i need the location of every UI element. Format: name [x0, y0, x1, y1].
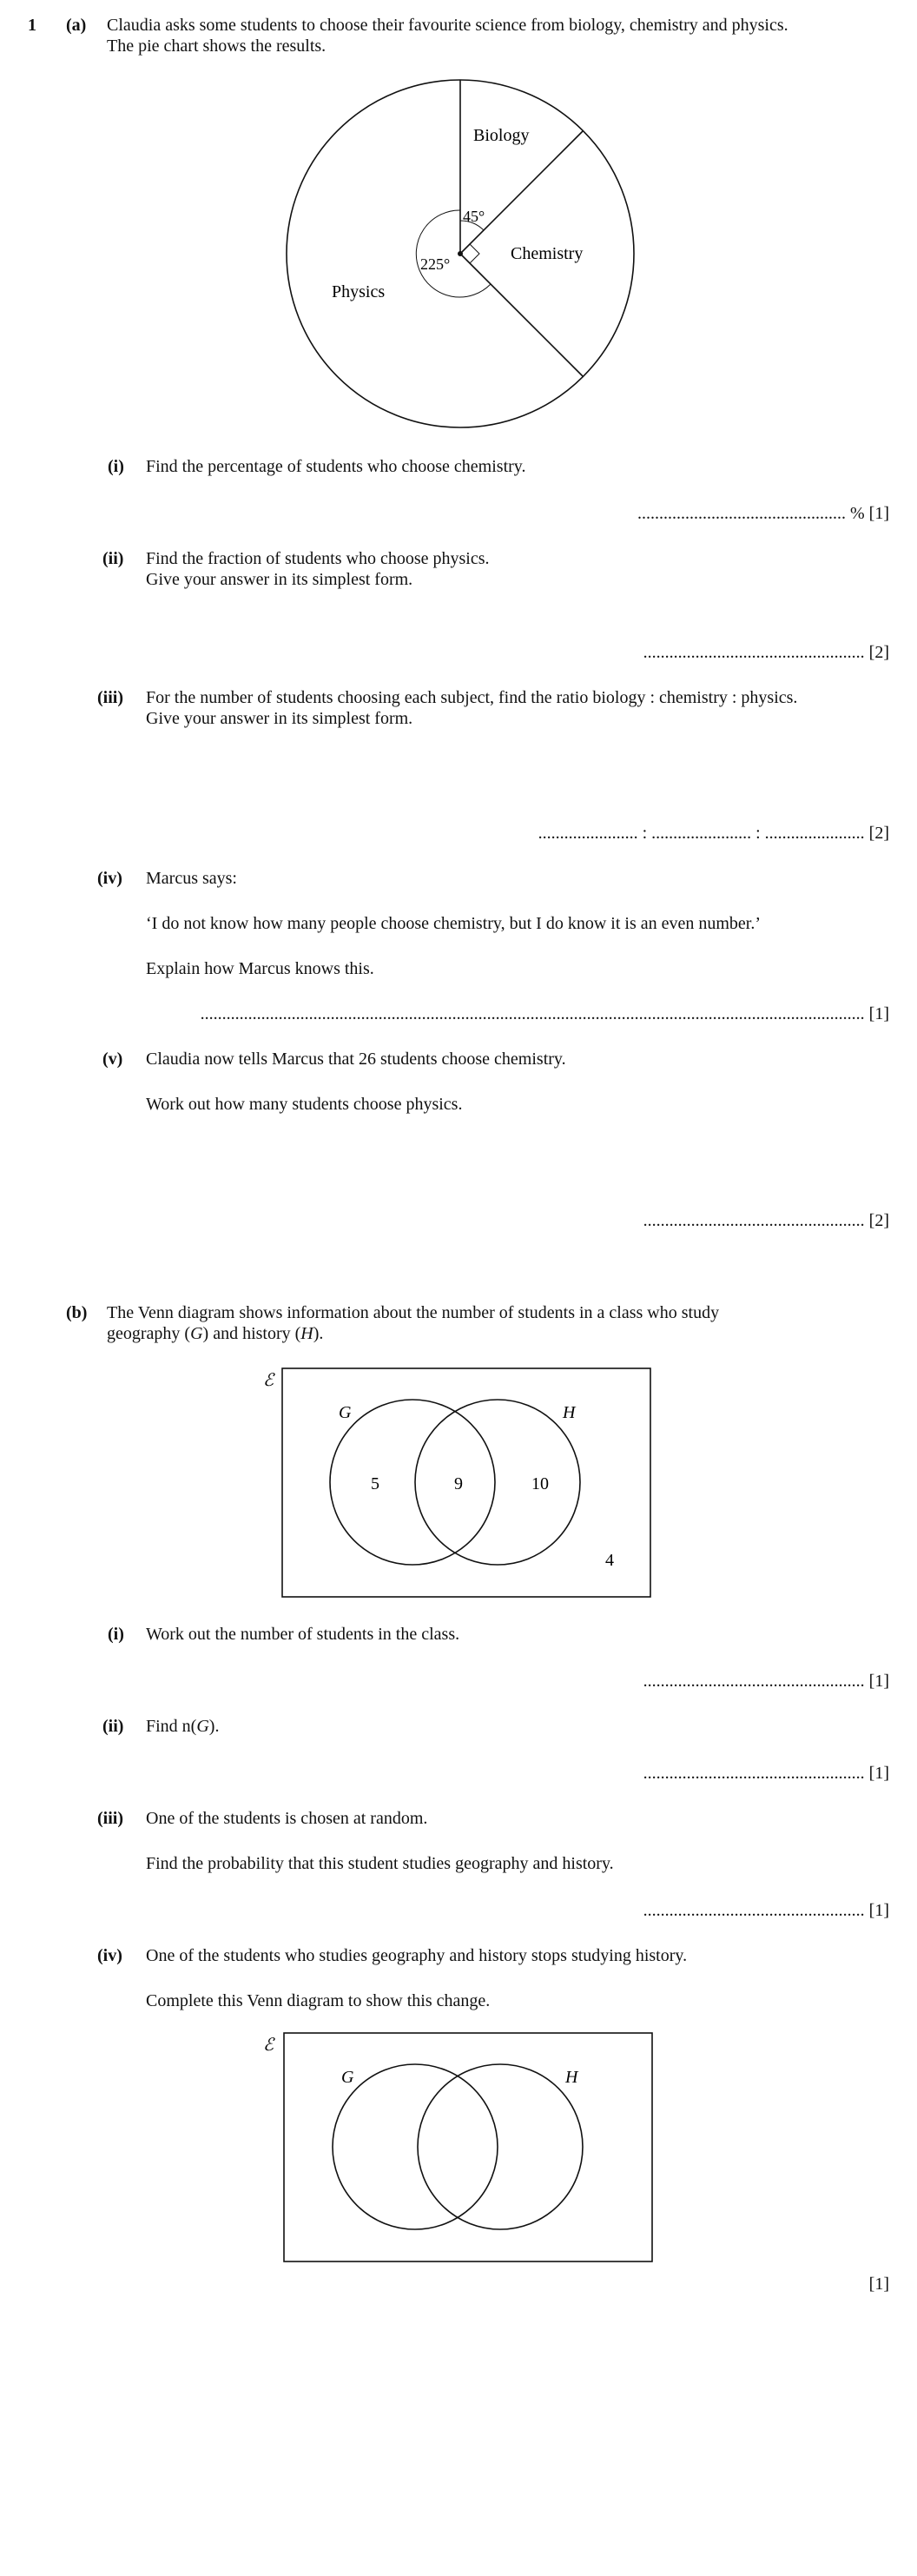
universal-set-symbol: ℰ: [263, 1371, 274, 1390]
universal-set-box-blank: [284, 2033, 652, 2261]
b-iv-marks: [1]: [868, 2275, 889, 2294]
a-iii-label: (iii): [97, 688, 123, 707]
a-ii-text-line1: Find the fraction of students who choose physics.: [146, 549, 490, 568]
b-ii-text: Find n(G).: [146, 1717, 220, 1736]
venn-only-h-value: 10: [531, 1474, 549, 1493]
b-i-text: Work out the number of students in the class.: [146, 1625, 460, 1644]
venn-outside-value: 4: [605, 1551, 614, 1570]
set-g-label-blank: G: [341, 2068, 354, 2087]
pie-centre-dot: [458, 251, 463, 256]
pie-label-physics: Physics: [332, 282, 386, 301]
a-iii-text-line2: Give your answer in its simplest form.: [146, 709, 413, 728]
a-i-answer-line[interactable]: ................................................ % [1]: [637, 504, 889, 523]
set-h-label-blank: H: [565, 2068, 578, 2087]
b-iii-text-line1: One of the students is chosen at random.: [146, 1809, 428, 1828]
question-number: 1: [28, 16, 36, 35]
sector-boundary-chemistry-physics: [460, 254, 583, 376]
a-v-answer-line[interactable]: ................................................... [2]: [643, 1211, 889, 1230]
a-iv-label: (iv): [97, 869, 122, 888]
set-h-circle: [415, 1400, 580, 1565]
b-iii-answer-line[interactable]: ................................................... [1]: [643, 1901, 889, 1920]
a-iv-text-line2: Explain how Marcus knows this.: [146, 959, 374, 978]
pie-chart: [0, 70, 917, 434]
b-i-label: (i): [108, 1625, 124, 1644]
a-i-text: Find the percentage of students who choose chemistry.: [146, 457, 526, 476]
b-iii-text-line2: Find the probability that this student studies geography and history.: [146, 1854, 614, 1873]
a-ii-label: (ii): [102, 549, 124, 568]
a-ii-answer-line[interactable]: ................................................... [2]: [643, 643, 889, 662]
set-g-circle: [330, 1400, 495, 1565]
part-b-label: (b): [66, 1303, 88, 1322]
venn-both-value: 9: [454, 1474, 463, 1493]
b-i-answer-line[interactable]: ................................................... [1]: [643, 1672, 889, 1691]
a-iii-answer-line[interactable]: ....................... : ....................... : ....................... [2]: [538, 824, 889, 843]
part-b-intro-line2: geography (G) and history (H).: [107, 1324, 324, 1343]
a-v-label: (v): [102, 1050, 123, 1069]
a-iii-text-line1: For the number of students choosing each subject, find the ratio biology : chemistry : physics.: [146, 688, 798, 707]
a-ii-text-line2: Give your answer in its simplest form.: [146, 570, 413, 589]
sector-boundary-biology-chemistry: [460, 131, 583, 254]
pie-label-chemistry: Chemistry: [511, 244, 584, 263]
a-iv-text-line1: Marcus says:: [146, 869, 237, 888]
angle-label-physics: 225°: [420, 255, 451, 273]
b-iv-text-line2: Complete this Venn diagram to show this change.: [146, 1991, 491, 2010]
universal-set-symbol-blank: ℰ: [263, 2036, 274, 2055]
venn-only-g-value: 5: [371, 1474, 379, 1493]
b-iv-label: (iv): [97, 1946, 122, 1965]
part-a-intro-line2: The pie chart shows the results.: [107, 36, 327, 56]
set-h-label: H: [563, 1403, 576, 1422]
b-iv-text-line1: One of the students who studies geography and history stops studying history.: [146, 1946, 688, 1965]
a-iv-quote: ‘I do not know how many people choose chemistry, but I do know it is an even number.’: [146, 914, 762, 933]
angle-label-biology: 45°: [463, 208, 485, 225]
part-b-intro-line1: The Venn diagram shows information about the number of students in a class who study: [107, 1303, 720, 1322]
a-v-text-line1: Claudia now tells Marcus that 26 students choose chemistry.: [146, 1050, 566, 1069]
set-h-circle-blank: [418, 2064, 583, 2229]
a-iv-answer-line[interactable]: ......................................................................................................................................................... [1]: [200, 1004, 889, 1023]
part-a-label: (a): [66, 16, 87, 35]
pie-label-biology: Biology: [473, 126, 530, 145]
right-angle-marker: [470, 244, 479, 263]
b-iii-label: (iii): [97, 1809, 123, 1828]
b-ii-answer-line[interactable]: ................................................... [1]: [643, 1764, 889, 1783]
part-a-intro-line1: Claudia asks some students to choose their favourite science from biology, chemistry and physics.: [107, 16, 788, 35]
universal-set-box: [282, 1368, 650, 1597]
b-ii-label: (ii): [102, 1717, 124, 1736]
set-g-circle-blank: [333, 2064, 498, 2229]
a-i-label: (i): [108, 457, 124, 476]
set-g-label: G: [339, 1403, 352, 1422]
venn-diagram: [0, 1355, 917, 1607]
venn-diagram-blank[interactable]: [0, 2024, 917, 2276]
a-v-text-line2: Work out how many students choose physics.: [146, 1095, 463, 1114]
